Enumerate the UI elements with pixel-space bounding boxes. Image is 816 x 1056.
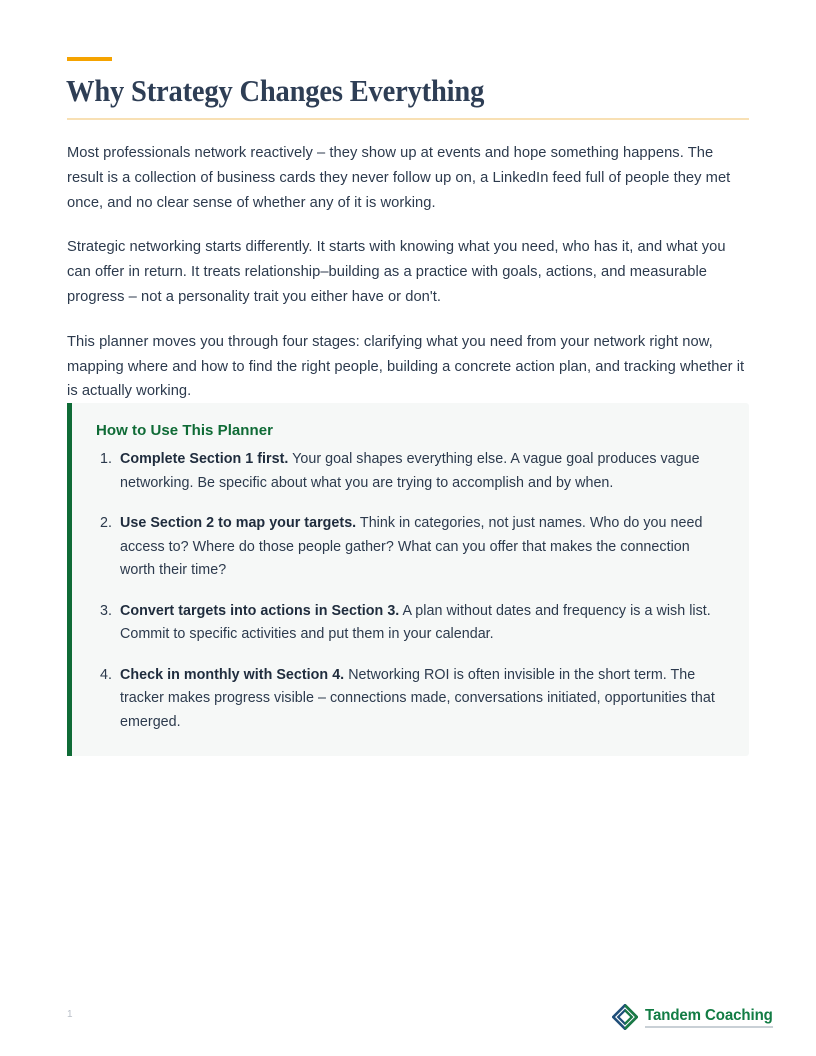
callout-title: How to Use This Planner [96,422,274,439]
brand-logo-text: Tandem Coaching [645,1007,773,1028]
list-item [96,600,725,647]
title-divider [67,118,749,120]
list-item-text: A plan without dates and frequency is a wish list. Commit to specific activities and put them in your calendar. [120,602,711,642]
callout-step-list [96,448,725,734]
diamond-logo-icon [612,1004,638,1030]
list-item-lead: Check in monthly with Section 4. [120,666,345,683]
list-item-text: Think in categories, not just names. Who do you need access to? Where do those people gather? What can you offer that makes the connection worth their time? [120,515,703,578]
paragraph-3: This planner moves you through four stages: clarifying what you need from your network right now, mapping where and how to find the right people, building a concrete action plan, and tracking whether it is actually working. [67,333,745,400]
title-accent-bar [67,57,112,61]
page-number: 1 [67,1009,73,1020]
list-item [96,448,725,495]
brand-logo [612,1004,777,1030]
list-item-lead: Complete Section 1 first. [120,451,289,467]
list-item [96,664,725,735]
paragraph-2: Strategic networking starts differently. It starts with knowing what you need, who has it, and what you can offer in return. It treats relationship–building as a practice with goals, actions, and measurable progress – not a personality trait you either have or don't. [67,239,726,305]
list-item-text: Your goal shapes everything else. A vague goal produces vague networking. Be specific about what you are trying to accomplish and by when. [120,451,700,491]
paragraph-1: Most professionals network reactively – they show up at events and hope something happens. The result is a collection of business cards they never follow up on, a LinkedIn feed full of people they met once, and no clear sense of whether any of it is working. [67,145,731,211]
list-item-lead: Use Section 2 to map your targets. [120,515,357,531]
list-item [96,512,725,583]
body-copy [67,141,748,404]
how-to-use-callout [67,403,749,756]
page-title: Why Strategy Changes Everything [66,73,485,108]
list-item-lead: Convert targets into actions in Section 3. [120,602,400,619]
list-item-text: Networking ROI is often invisible in the short term. The tracker makes progress visible – connections made, conversations initiated, opportunities that emerged. [120,666,715,730]
